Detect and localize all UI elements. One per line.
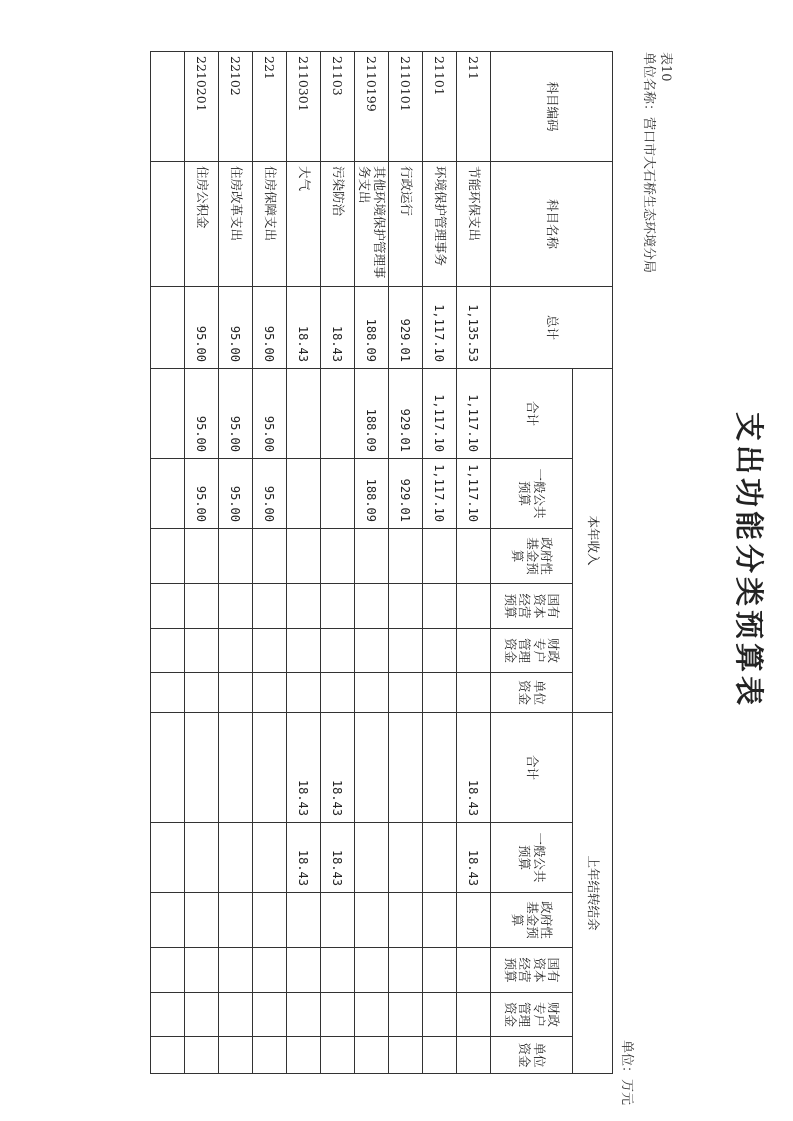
- cell-current: [423, 584, 457, 629]
- cell-current: [151, 369, 185, 459]
- cell-total: 1,135.53: [457, 287, 491, 369]
- cell-prior: [219, 713, 253, 823]
- header-prior-col: 国有资本经营预算: [491, 948, 573, 993]
- cell-prior: 18.43: [287, 713, 321, 823]
- budget-table: [150, 51, 613, 1074]
- cell-prior: [219, 1037, 253, 1074]
- cell-current: [287, 529, 321, 584]
- cell-prior: [423, 993, 457, 1037]
- cell-prior: [185, 993, 219, 1037]
- cell-current: [321, 673, 355, 713]
- cell-prior: [355, 948, 389, 993]
- cell-prior: [151, 713, 185, 823]
- cell-code: 21101: [423, 52, 457, 162]
- cell-total: 95.00: [253, 287, 287, 369]
- cell-current: [253, 529, 287, 584]
- cell-prior: [457, 948, 491, 993]
- cell-name: 住房公积金: [185, 162, 219, 287]
- cell-current: [457, 673, 491, 713]
- cell-current: [287, 369, 321, 459]
- header-cur-col: 财政专户管理资金: [491, 629, 573, 673]
- cell-name: 住房保障支出: [253, 162, 287, 287]
- cell-current: [219, 673, 253, 713]
- cell-name: 节能环保支出: [457, 162, 491, 287]
- cell-current: 188.09: [355, 459, 389, 529]
- cell-current: [253, 629, 287, 673]
- header-prior-col: 一般公共预算: [491, 823, 573, 893]
- cell-name: [151, 162, 185, 287]
- cell-code: 2110199: [355, 52, 389, 162]
- header-prior-col: 合计: [491, 713, 573, 823]
- header-cur-col: 合计: [491, 369, 573, 459]
- cell-prior: [355, 1037, 389, 1074]
- cell-current: [321, 529, 355, 584]
- cell-prior: [185, 948, 219, 993]
- cell-total: 95.00: [219, 287, 253, 369]
- cell-prior: [321, 948, 355, 993]
- cell-current: [287, 629, 321, 673]
- cell-prior: [389, 993, 423, 1037]
- cell-prior: [151, 1037, 185, 1074]
- cell-prior: [355, 713, 389, 823]
- cell-current: [219, 529, 253, 584]
- cell-prior: [389, 823, 423, 893]
- header-prior-col: 单位资金: [491, 1037, 573, 1074]
- cell-current: [355, 529, 389, 584]
- cell-prior: 18.43: [287, 823, 321, 893]
- cell-prior: 18.43: [321, 823, 355, 893]
- cell-prior: 18.43: [321, 713, 355, 823]
- cell-prior: [355, 823, 389, 893]
- cell-prior: [253, 948, 287, 993]
- cell-current: 1,117.10: [457, 459, 491, 529]
- cell-current: [321, 629, 355, 673]
- cell-current: [355, 673, 389, 713]
- cell-name: 污染防治: [321, 162, 355, 287]
- cell-prior: [151, 948, 185, 993]
- cell-current: 95.00: [219, 369, 253, 459]
- cell-prior: [321, 993, 355, 1037]
- cell-prior: [219, 893, 253, 948]
- cell-current: 929.01: [389, 459, 423, 529]
- cell-current: 929.01: [389, 369, 423, 459]
- cell-prior: [423, 713, 457, 823]
- cell-current: [219, 629, 253, 673]
- cell-prior: [321, 1037, 355, 1074]
- cell-current: [287, 584, 321, 629]
- cell-code: 22102: [219, 52, 253, 162]
- cell-current: 1,117.10: [423, 369, 457, 459]
- header-cur-col: 单位资金: [491, 673, 573, 713]
- cell-prior: 18.43: [457, 823, 491, 893]
- cell-current: [423, 529, 457, 584]
- cell-prior: [151, 993, 185, 1037]
- cell-current: [389, 629, 423, 673]
- cell-prior: [389, 893, 423, 948]
- cell-current: 95.00: [185, 369, 219, 459]
- cell-current: 95.00: [185, 459, 219, 529]
- cell-prior: [151, 893, 185, 948]
- cell-current: [219, 584, 253, 629]
- cell-code: 221: [253, 52, 287, 162]
- cell-current: [151, 629, 185, 673]
- cell-prior: [287, 893, 321, 948]
- cell-prior: [389, 1037, 423, 1074]
- cell-current: [287, 673, 321, 713]
- header-prior-col: 政府性基金预算: [491, 893, 573, 948]
- table-row: [423, 52, 457, 1074]
- cell-prior: [185, 823, 219, 893]
- cell-total: 95.00: [185, 287, 219, 369]
- cell-current: [389, 673, 423, 713]
- cell-total: 18.43: [287, 287, 321, 369]
- cell-prior: [219, 993, 253, 1037]
- cell-prior: [423, 948, 457, 993]
- cell-prior: [219, 948, 253, 993]
- cell-prior: [253, 893, 287, 948]
- cell-total: [151, 287, 185, 369]
- cell-current: [151, 529, 185, 584]
- cell-current: [355, 629, 389, 673]
- table-row: [389, 52, 423, 1074]
- header-name: 科目名称: [491, 162, 613, 287]
- cell-current: 95.00: [253, 369, 287, 459]
- cell-current: 1,117.10: [423, 459, 457, 529]
- currency-unit: 单位：万元: [619, 1040, 634, 1106]
- cell-code: 21103: [321, 52, 355, 162]
- cell-prior: [287, 993, 321, 1037]
- cell-current: [423, 629, 457, 673]
- cell-prior: [423, 893, 457, 948]
- table-row: [219, 52, 253, 1074]
- budget-table-wrapper: [150, 51, 613, 1074]
- cell-code: [151, 52, 185, 162]
- table-row: [287, 52, 321, 1074]
- cell-prior: [389, 948, 423, 993]
- table-row: [185, 52, 219, 1074]
- table-row: [321, 52, 355, 1074]
- cell-code: 211: [457, 52, 491, 162]
- unit-name: 单位名称：营口市大石桥生态环境分局: [641, 52, 656, 274]
- cell-name: 环境保护管理事务: [423, 162, 457, 287]
- cell-code: 2210201: [185, 52, 219, 162]
- cell-prior: [355, 893, 389, 948]
- cell-prior: [219, 823, 253, 893]
- header-prior-col: 财政专户管理资金: [491, 993, 573, 1037]
- table-row: [151, 52, 185, 1074]
- cell-prior: [253, 823, 287, 893]
- header-prior-group: 上年结转结余: [573, 713, 613, 1074]
- cell-prior: [185, 713, 219, 823]
- cell-prior: [423, 823, 457, 893]
- cell-prior: [151, 823, 185, 893]
- cell-code: 2110101: [389, 52, 423, 162]
- cell-current: [287, 459, 321, 529]
- cell-name: 行政运行: [389, 162, 423, 287]
- cell-current: 95.00: [253, 459, 287, 529]
- cell-prior: [253, 713, 287, 823]
- cell-current: [253, 673, 287, 713]
- cell-current: [389, 584, 423, 629]
- page-title: 支出功能分类预算表: [732, 411, 766, 709]
- cell-current: [457, 629, 491, 673]
- cell-current: [185, 584, 219, 629]
- cell-current: 1,117.10: [457, 369, 491, 459]
- cell-current: [321, 369, 355, 459]
- table-number: 表10: [658, 52, 673, 82]
- cell-prior: [423, 1037, 457, 1074]
- cell-prior: [457, 1037, 491, 1074]
- header-cur-col: 一般公共预算: [491, 459, 573, 529]
- cell-prior: [355, 993, 389, 1037]
- table-row: [355, 52, 389, 1074]
- cell-name: 其他环境保护管理事务支出: [355, 162, 389, 287]
- cell-prior: [185, 1037, 219, 1074]
- cell-prior: [287, 1037, 321, 1074]
- cell-prior: 18.43: [457, 713, 491, 823]
- cell-total: 929.01: [389, 287, 423, 369]
- cell-prior: [457, 893, 491, 948]
- cell-prior: [457, 993, 491, 1037]
- cell-prior: [253, 1037, 287, 1074]
- cell-current: [321, 459, 355, 529]
- header-total: 总计: [491, 287, 613, 369]
- cell-current: [457, 584, 491, 629]
- cell-current: [389, 529, 423, 584]
- header-cur-col: 政府性基金预算: [491, 529, 573, 584]
- cell-current: [321, 584, 355, 629]
- cell-total: 188.09: [355, 287, 389, 369]
- cell-prior: [253, 993, 287, 1037]
- cell-current: [355, 584, 389, 629]
- cell-current: [253, 584, 287, 629]
- cell-prior: [185, 893, 219, 948]
- cell-current: [151, 673, 185, 713]
- cell-prior: [321, 893, 355, 948]
- cell-prior: [389, 713, 423, 823]
- cell-current: [151, 459, 185, 529]
- cell-current: [185, 529, 219, 584]
- cell-current: 95.00: [219, 459, 253, 529]
- table-row: [253, 52, 287, 1074]
- cell-name: 大气: [287, 162, 321, 287]
- cell-total: 1,117.10: [423, 287, 457, 369]
- cell-prior: [287, 948, 321, 993]
- cell-current: 188.09: [355, 369, 389, 459]
- cell-current: [185, 629, 219, 673]
- header-current-group: 本年收入: [573, 369, 613, 713]
- cell-current: [457, 529, 491, 584]
- cell-current: [423, 673, 457, 713]
- cell-name: 住房改革支出: [219, 162, 253, 287]
- cell-current: [151, 584, 185, 629]
- header-code: 科目编码: [491, 52, 613, 162]
- cell-current: [185, 673, 219, 713]
- header-cur-col: 国有资本经营预算: [491, 584, 573, 629]
- cell-total: 18.43: [321, 287, 355, 369]
- table-row: [457, 52, 491, 1074]
- cell-code: 2110301: [287, 52, 321, 162]
